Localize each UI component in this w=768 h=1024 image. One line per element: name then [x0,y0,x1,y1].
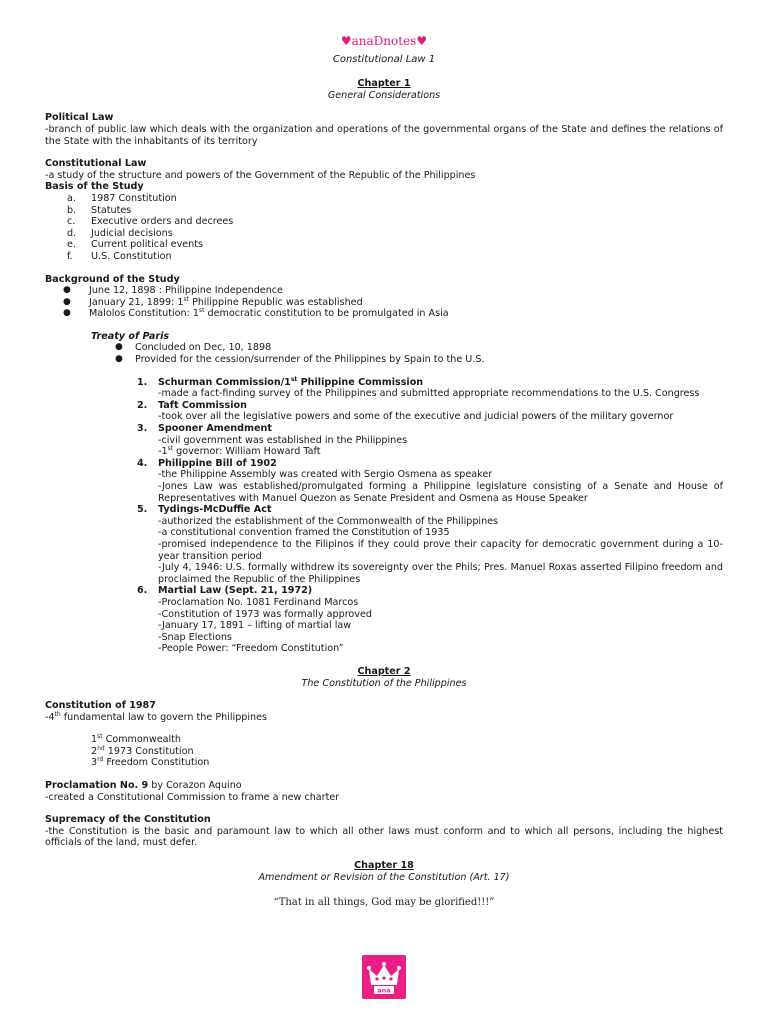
list-body [158,400,723,423]
text-part: fundamental law to govern the Philippines [60,711,268,723]
spacer [45,883,723,897]
event-title: Spooner Amendment [158,423,272,435]
ordinal-number: 1 [91,734,98,746]
text-part: Freedom Constitution [103,757,210,769]
supremacy-text: -the Constitution is the basic and paramount law to which all other laws must conform and to which all persons, including the highest officials of the land, must defer. [45,825,723,849]
list-label: b. [67,204,77,216]
event-line: -People Power: “Freedom Constitution” [158,643,344,655]
list-number: 1. [137,376,148,388]
list-text: Judicial decisions [91,227,173,239]
constitutional-law-text: -a study of the structure and powers of the Government of the Republic of the Philippines [45,169,476,181]
ordinal-sup: st [198,307,205,315]
crown-jewel [397,966,401,970]
list-item [137,377,723,400]
event-title [158,377,723,389]
event-title: Tydings-McDuffie Act [158,504,272,516]
crown-jewel [382,962,386,966]
list-text: Executive orders and decrees [91,216,234,228]
ordinal-sup: th [54,710,61,718]
event-line [158,446,723,458]
crown-dot [382,976,385,979]
ana-logo [362,955,406,999]
spacer [45,769,723,780]
event-line: -authorized the establishment of the Commonwealth of the Philippines [158,515,499,527]
list-text [89,308,449,320]
chapter2-title: Chapter 2 [357,665,411,677]
basis-list [45,193,723,263]
spacer [45,723,723,734]
ordinal-sup: st [167,445,174,453]
document-subtitle: Constitutional Law 1 [332,53,436,65]
list-body [158,423,723,458]
closing-quote: “That in all things, God may be glorified!!!” [273,897,495,909]
event-line: -Jones Law was established/promulgated forming a Philippine legislature consisting of a Senate and House of Representatives with Manuel Quezon as Senate President and Osmena as House Speaker [158,481,723,504]
spacer [45,689,723,700]
events-list [45,377,723,655]
list-item [67,193,723,205]
event-title: Martial Law (Sept. 21, 1972) [158,585,313,597]
text-part: Philippine Commission [297,376,424,388]
political-law-text: -branch of public law which deals with the organization and operations of the governmental organs of the State and defines the relations of the State with the inhabitants of its territory [45,123,723,147]
spacer [45,263,723,274]
event-line: -promised independence to the Filipinos if they could prove their capacity for democratic government during a 10-year transition period [158,538,723,562]
list-text: U.S. Constitution [91,250,172,262]
document-page [45,36,723,909]
list-label: f. [67,250,73,262]
list-number: 6. [137,585,148,597]
spacer [45,655,723,666]
treaty-heading: Treaty of Paris [91,330,170,342]
list-number: 2. [137,399,148,411]
constitution-1987-heading: Constitution of 1987 [45,700,156,712]
list-number: 3. [137,423,148,435]
list-item [67,216,723,228]
text-part: January 21, 1899: 1 [89,296,184,308]
list-label: c. [67,216,76,228]
list-body [158,458,723,504]
proclamation-heading: Proclamation No. 9 [45,780,149,792]
supremacy-heading: Supremacy of the Constitution [45,814,211,826]
crown-shape [369,965,399,985]
proclamation-by: by Corazon Aquino [148,780,242,792]
spacer [45,803,723,814]
event-line: -a constitutional convention framed the Constitution of 1935 [158,527,450,539]
text-part: -1 [158,446,168,458]
bullet-icon: ● [115,342,123,353]
constitutional-law-heading: Constitutional Law [45,158,147,170]
proclamation-text: -created a Constitutional Commission to frame a new charter [45,791,340,803]
political-law-heading: Political Law [45,112,114,124]
basis-heading: Basis of the Study [45,181,144,193]
list-text: June 12, 1898 : Philippine Independence [89,285,283,297]
ordinal-sup: st [97,733,103,741]
constitution-item [91,734,723,746]
list-label: e. [67,239,76,251]
ordinal-sup: rd [97,756,104,764]
list-label: d. [67,227,77,239]
background-heading: Background of the Study [45,273,180,285]
list-body [158,377,723,400]
ordinal-number: 3 [91,757,98,769]
bullet-icon: ● [63,296,71,307]
constitution-item [91,746,723,758]
list-text: Concluded on Dec, 10, 1898 [135,342,272,354]
event-line: -took over all the legislative powers and some of the executive and judicial powers of the military governor [158,411,674,423]
constitution-1987-text [45,712,723,724]
list-text: Current political events [91,239,203,251]
event-line: -Constitution of 1973 was formally approved [158,608,372,620]
event-title: Philippine Bill of 1902 [158,457,277,469]
list-item [137,423,723,458]
list-body [158,585,723,655]
spacer [45,366,723,377]
event-line: -made a fact-finding survey of the Philippines and submitted appropriate recommendations to the U.S. Congress [158,388,700,400]
crown-jewel [367,966,371,970]
ordinal-sup: nd [97,744,105,752]
list-text: Provided for the cession/surrender of the Philippines by Spain to the U.S. [135,354,485,366]
constitution-item [91,757,723,769]
chapter2-subtitle: The Constitution of the Philippines [301,677,467,689]
list-item [63,308,723,320]
list-item [115,342,723,354]
bullet-icon: ● [63,285,71,296]
list-item [137,585,723,655]
treaty-list [45,342,723,365]
list-text [89,297,363,309]
text-part: democratic constitution to be promulgated in Asia [204,308,449,320]
list-text: Statutes [91,204,132,216]
text-part: Philippine Republic was established [189,296,363,308]
list-item [67,239,723,251]
crown-icon [362,955,406,999]
crown-dot [389,977,392,980]
ordinal-sup: st [183,295,190,303]
ordinal-sup: st [290,375,298,383]
list-body [158,504,723,585]
event-line: -January 17, 1891 – lifting of martial law [158,620,352,632]
list-number: 5. [137,504,148,516]
list-label: a. [67,192,76,204]
event-line: -Snap Elections [158,631,232,643]
chapter18-subtitle: Amendment or Revision of the Constitution (Art. 17) [258,871,510,883]
bullet-icon: ● [115,354,123,365]
event-line: -civil government was established in the Philippines [158,434,408,446]
event-title: Taft Commission [158,399,247,411]
spacer [45,147,723,158]
list-item [137,458,723,504]
list-number: 4. [137,457,148,469]
spacer [45,65,723,78]
logo-text: ana [377,986,391,995]
ordinal-number: 2 [91,745,98,757]
list-item [67,251,723,263]
list-item [63,297,723,309]
proclamation-heading-line [45,780,723,792]
background-list [45,285,723,320]
spacer [45,320,723,331]
list-item [137,504,723,585]
text-part: 1973 Constitution [104,745,194,757]
text-part: Commonwealth [102,734,181,746]
list-item [67,228,723,240]
list-text: 1987 Constitution [91,192,177,204]
list-item [67,205,723,217]
bullet-icon: ● [63,308,71,319]
list-item [63,285,723,297]
text-part: Malolos Constitution: 1 [89,308,199,320]
crown-dot [375,977,378,980]
brand-title: ♥anaDnotes♥ [340,34,428,48]
event-line: -the Philippine Assembly was created with Sergio Osmena as speaker [158,469,493,481]
text-part: -4 [45,711,55,723]
text-part: governor: William Howard Taft [173,446,321,458]
spacer [45,101,723,112]
chapter1-subtitle: General Considerations [327,89,441,101]
list-item [115,354,723,366]
chapter1-title: Chapter 1 [357,78,411,90]
spacer [45,849,723,860]
chapter18-title: Chapter 18 [354,860,414,872]
event-line: -July 4, 1946: U.S. formally withdrew its sovereignty over the Phils; Pres. Manuel Roxas asserted Filipino freedom and proclaimed the Republic of the Philippines [158,562,723,585]
event-line: -Proclamation No. 1081 Ferdinand Marcos [158,596,359,608]
list-item [137,400,723,423]
text-part: Schurman Commission/1 [158,376,291,388]
